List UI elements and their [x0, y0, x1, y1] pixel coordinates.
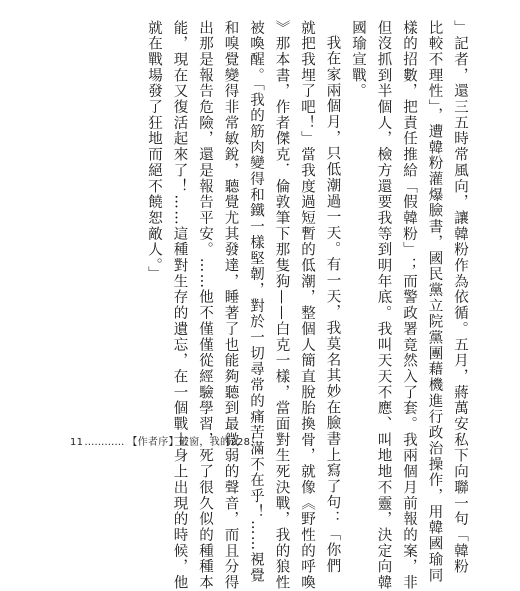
text-column: 被喚醒。「我的筋肉變得和鐵一樣堅韌，對於一切尋常的痛苦滿不在乎！……視覺	[248, 20, 264, 584]
text-column: 》那本書，作者傑克．倫敦筆下那隻狗——白克一樣，當面對生死決戰，我的狼性	[273, 20, 290, 591]
text-column: 就在戰場發了狂地而絕不饒恕敵人。」	[146, 20, 162, 283]
footer-dots: …………	[84, 437, 125, 448]
page-number: 11	[70, 437, 84, 448]
page-footer	[70, 433, 263, 448]
text-column: 比較不理性」，遭韓粉灌爆臉書，國民黨立院黨團藉機進行政治操作，用韓國瑜同	[426, 20, 443, 584]
text-column: 但沒抓到半個人，檢方還要我等到明年底。我叫天天不應、叫地地不靈，決定向韓	[375, 20, 392, 591]
text-column: 能，現在又復活起來了！……這種對生存的遺忘，在一個戰士身上出現的時候，他	[171, 20, 188, 591]
text-column: 出那是報告危險，還是報告平安。……他不僅僅從經驗學習，死了很久似的種種本	[197, 20, 213, 591]
text-column: 就把我埋了吧！」當我度過短暫的低潮，整個人簡直脫胎換骨，就像《野性的呼喚	[299, 20, 315, 591]
text-column: 國瑜宣戰。	[350, 20, 366, 100]
section-title: 【作者序】破窗，我的228！	[127, 437, 261, 448]
text-column: 樣的招數，把責任推給「假韓粉」；而警政署竟然入了套。我兩個月前報的案，非	[401, 20, 417, 591]
text-column: 」記者，還三五時常風向，讓韓粉作為依循。五月，蔣萬安私下向聯一句「韓粉	[452, 20, 468, 575]
text-column-paragraph-start: 我在家兩個月，只低潮過一天。有一天，我莫名其妙在臉書上寫了句：「你們	[324, 34, 341, 574]
text-column: 和嗅覺變得非常敏銳，聽覺尤其發達，睡著了也能夠聽到最微弱的聲音，而且分得	[222, 20, 239, 591]
